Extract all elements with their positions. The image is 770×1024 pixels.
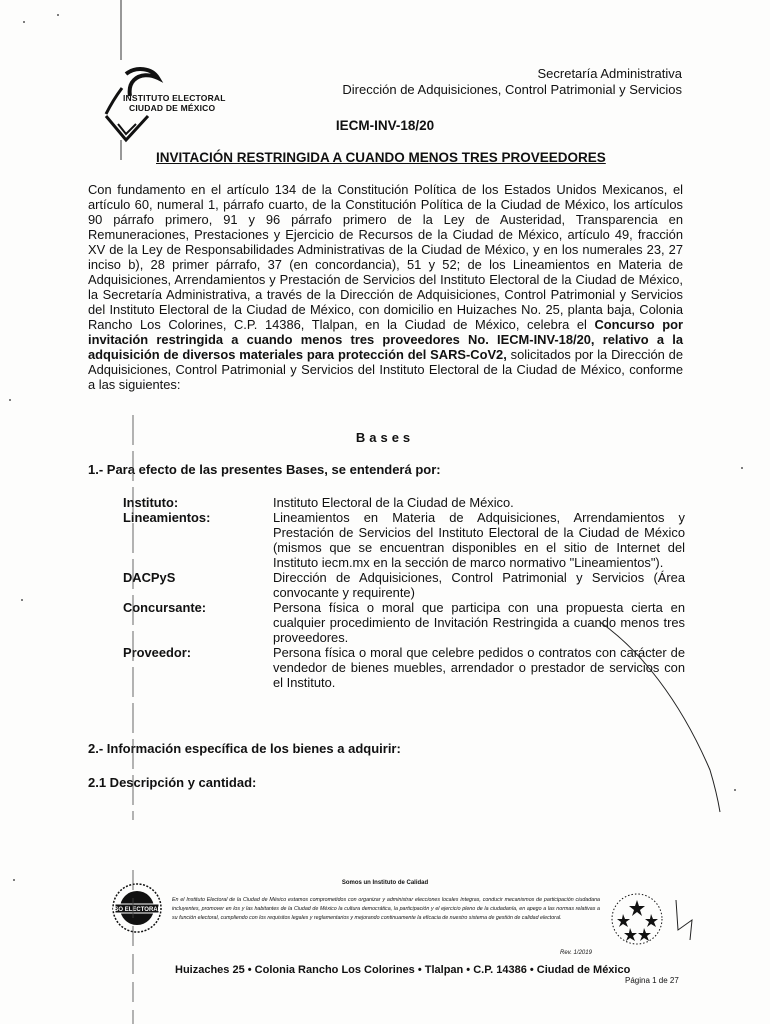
institution-line2: CIUDAD DE MÉXICO [129,103,216,113]
institution-line1: INSTITUTO ELECTORAL [123,93,226,103]
definition-row [123,510,685,570]
definition-term: Proveedor: [123,645,192,660]
revision: Rev. 1/2019 [560,950,592,956]
section-1-heading: 1.- Para efecto de las presentes Bases, se entenderá por: [88,462,441,477]
definition-term: Lineamientos: [123,510,211,525]
definition-term: Instituto: [123,495,179,510]
quality-title: Somos un Instituto de Calidad [341,880,429,886]
intro-tail: solicitados por la Dirección de Adquisiciones, Control Patrimonial y Servicios del Instituto Electoral de la Ciudad de México, conforme a las siguientes: [88,347,683,392]
direccion: Dirección de Adquisiciones, Control Patrimonial y Servicios [342,82,682,97]
definition-text: Persona física o moral que celebre pedidos o contratos con carácter de vendedor de bienes muebles, arrendador o prestador de servicios con el Instituto. [273,645,685,690]
quality-text: En el Instituto Electoral de la Ciudad de México estamos comprometidos con organizar y administrar elecciones locales íntegras, conducir mecanismos de participación ciudadana incluyentes, promover en los y las habitantes de la Ciudad de México la cultura democrática, la participación y el ejercicio pleno de la ciudadanía, en apego a las normas relativas a su función electoral, cumpliendo con los requisitos legales y reglamentarios y mejorando continuamente la eficacia de nuestro sistema de gestión de calidad electoral. [172,897,600,921]
page-number: Página 1 de 27 [625,976,679,985]
doc-id: IECM-INV-18/20 [335,118,435,133]
section-2-1-heading: 2.1 Descripción y cantidad: [88,775,257,790]
seal-text: ISO ELECTORAL [112,907,162,913]
stars-seal-icon [610,892,664,946]
secretaria: Secretaría Administrativa [537,66,682,81]
header-right [342,66,682,98]
doc-title: INVITACIÓN RESTRINGIDA A CUANDO MENOS TRES PROVEEDORES [156,150,606,165]
definition-text: Lineamientos en Materia de Adquisiciones, Arrendamientos y Prestación de Servicios del Instituto Electoral de la Ciudad de México (mismos que se encuentran disponibles en el sitio de Internet del Instituto iecm.mx en la sección de marco normativo "Lineamientos"). [273,510,685,570]
intro-paragraph [88,182,683,392]
definition-row [123,600,685,645]
definition-row [123,570,685,600]
definition-term: DACPyS [123,570,176,585]
definition-term: Concursante: [123,600,207,615]
intro-text: Con fundamento en el artículo 134 de la Constitución Política de los Estados Unidos Mexicanos, el artículo 60, numeral 1, párrafo cuarto, de la Constitución Política de la Ciudad de México, los artículos 90 párrafo primero, 91 y 96 párrafo primero de la Ley de Austeridad, Transparencia en Remuneraciones, Prestaciones y Ejercicio de Recursos de la Ciudad de México, artículo 49, fracción XV de la Ley de Responsabilidades Administrativas de la Ciudad de México, y en los numerales 23, 27 inciso b), 28 primer párrafo, 37 (en concordancia), 51 y 52; de los Lineamientos en Materia de Adquisiciones, Arrendamientos y Prestación de Servicios del Instituto Electoral de la Ciudad de México, la Secretaría Administrativa, a través de la Dirección de Adquisiciones, Control Patrimonial y Servicios del Instituto Electoral de la Ciudad de México, con domicilio en Huizaches No. 25, planta baja, Colonia Rancho Los Colorines, C.P. 14386, Tlalpan, en la Ciudad de México, celebra el [88,182,683,332]
section-2-heading: 2.- Información específica de los bienes a adquirir: [88,741,401,756]
iso-seal-icon [111,882,163,934]
bases-heading: Bases [355,430,415,445]
definition-text: Persona física o moral que participa con una propuesta cierta en cualquier procedimiento de Invitación Restringida a cuando menos tres proveedores. [273,600,685,645]
definition-text: Instituto Electoral de la Ciudad de México. [273,495,514,510]
definition-text: Dirección de Adquisiciones, Control Patrimonial y Servicios (Área convocante y requirente) [273,570,685,600]
footer-address: Huizaches 25 • Colonia Rancho Los Colorines • Tlalpan • C.P. 14386 • Ciudad de México [175,964,631,976]
definition-row [123,495,685,510]
definition-row [123,645,685,690]
definitions-list [123,495,685,690]
institution-name [123,93,226,113]
intro-bold: Concurso por invitación restringida a cuando menos tres proveedores No. IECM-INV-18/20, relativo a la adquisición de diversos materiales para protección del SARS-CoV2, [88,317,683,362]
